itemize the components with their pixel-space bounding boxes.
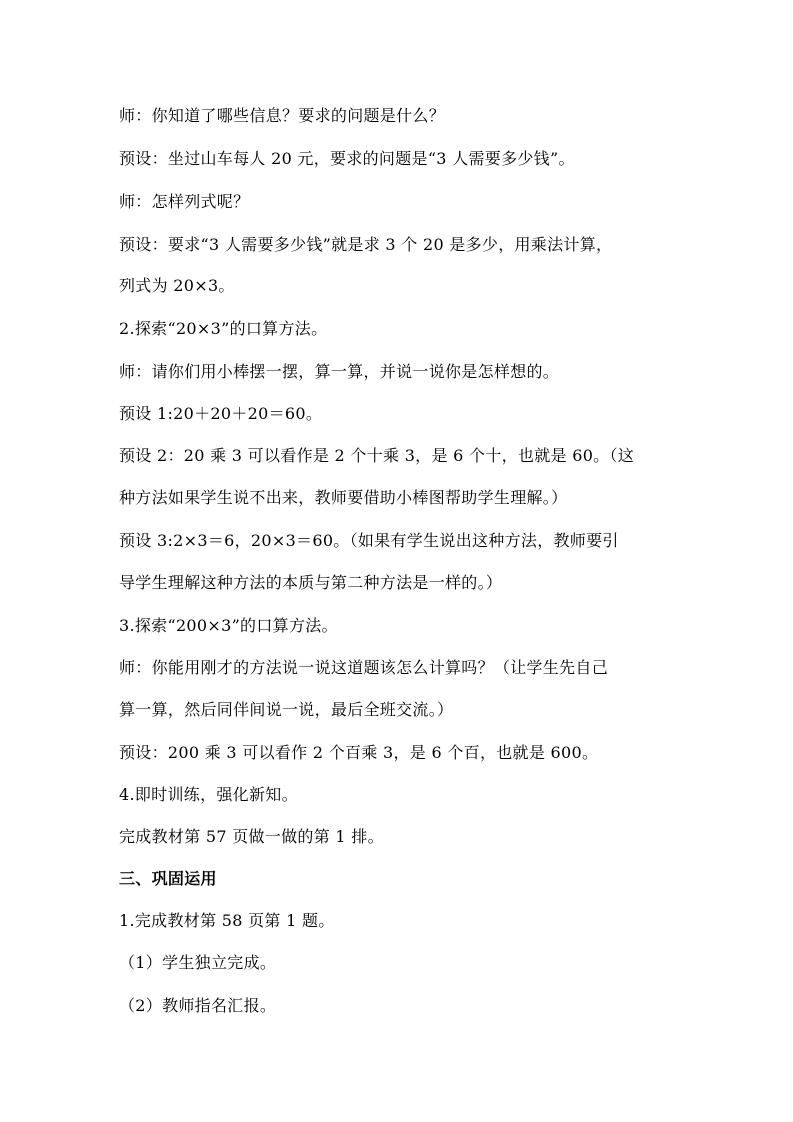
continuation-line: 种方法如果学生说不出来，教师要借助小棒图帮助学生理解。） <box>119 488 568 507</box>
sub-step-line: （2）教师指名汇报。 <box>119 996 277 1015</box>
instruction-line: 完成教材第 57 页做一做的第 1 排。 <box>119 827 384 846</box>
dialogue-line: 师：你能用刚才的方法说一说这道题该怎么计算吗？（让学生先自己 <box>119 658 609 677</box>
preset-line: 预设：坐过山车每人 20 元，要求的问题是“3 人需要多少钱”。 <box>119 149 575 168</box>
dialogue-line: 师：你知道了哪些信息？要求的问题是什么？ <box>119 106 446 125</box>
dialogue-line: 师：怎样列式呢？ <box>119 192 250 211</box>
preset-line: 预设 2：20 乘 3 可以看作是 2 个十乘 3，是 6 个十，也就是 60。（这 <box>119 446 635 465</box>
continuation-line: 列式为 20×3。 <box>119 276 235 295</box>
preset-line: 预设：要求“3 人需要多少钱”就是求 3 个 20 是多少，用乘法计算， <box>119 235 613 254</box>
continuation-line: 算一算，然后同伴间说一说，最后全班交流。） <box>119 700 454 719</box>
continuation-line: 导学生理解这种方法的本质与第二种方法是一样的。） <box>119 573 503 592</box>
step-heading: 3.探索“200×3”的口算方法。 <box>119 616 338 635</box>
preset-line: 预设 3:2×3＝6，20×3＝60。（如果有学生说出这种方法，教师要引 <box>119 531 619 550</box>
preset-line: 预设：200 乘 3 可以看作 2 个百乘 3，是 6 个百，也就是 600。 <box>119 743 599 762</box>
preset-line: 预设 1:20＋20＋20＝60。 <box>119 404 323 423</box>
section-heading: 三、巩固运用 <box>119 869 217 888</box>
step-heading: 4.即时训练，强化新知。 <box>119 785 298 804</box>
dialogue-line: 师：请你们用小棒摆一摆，算一算，并说一说你是怎样想的。 <box>119 362 560 381</box>
step-heading: 1.完成教材第 58 页第 1 题。 <box>119 911 335 930</box>
step-heading: 2.探索“20×3”的口算方法。 <box>119 319 328 338</box>
sub-step-line: （1）学生独立完成。 <box>119 953 277 972</box>
